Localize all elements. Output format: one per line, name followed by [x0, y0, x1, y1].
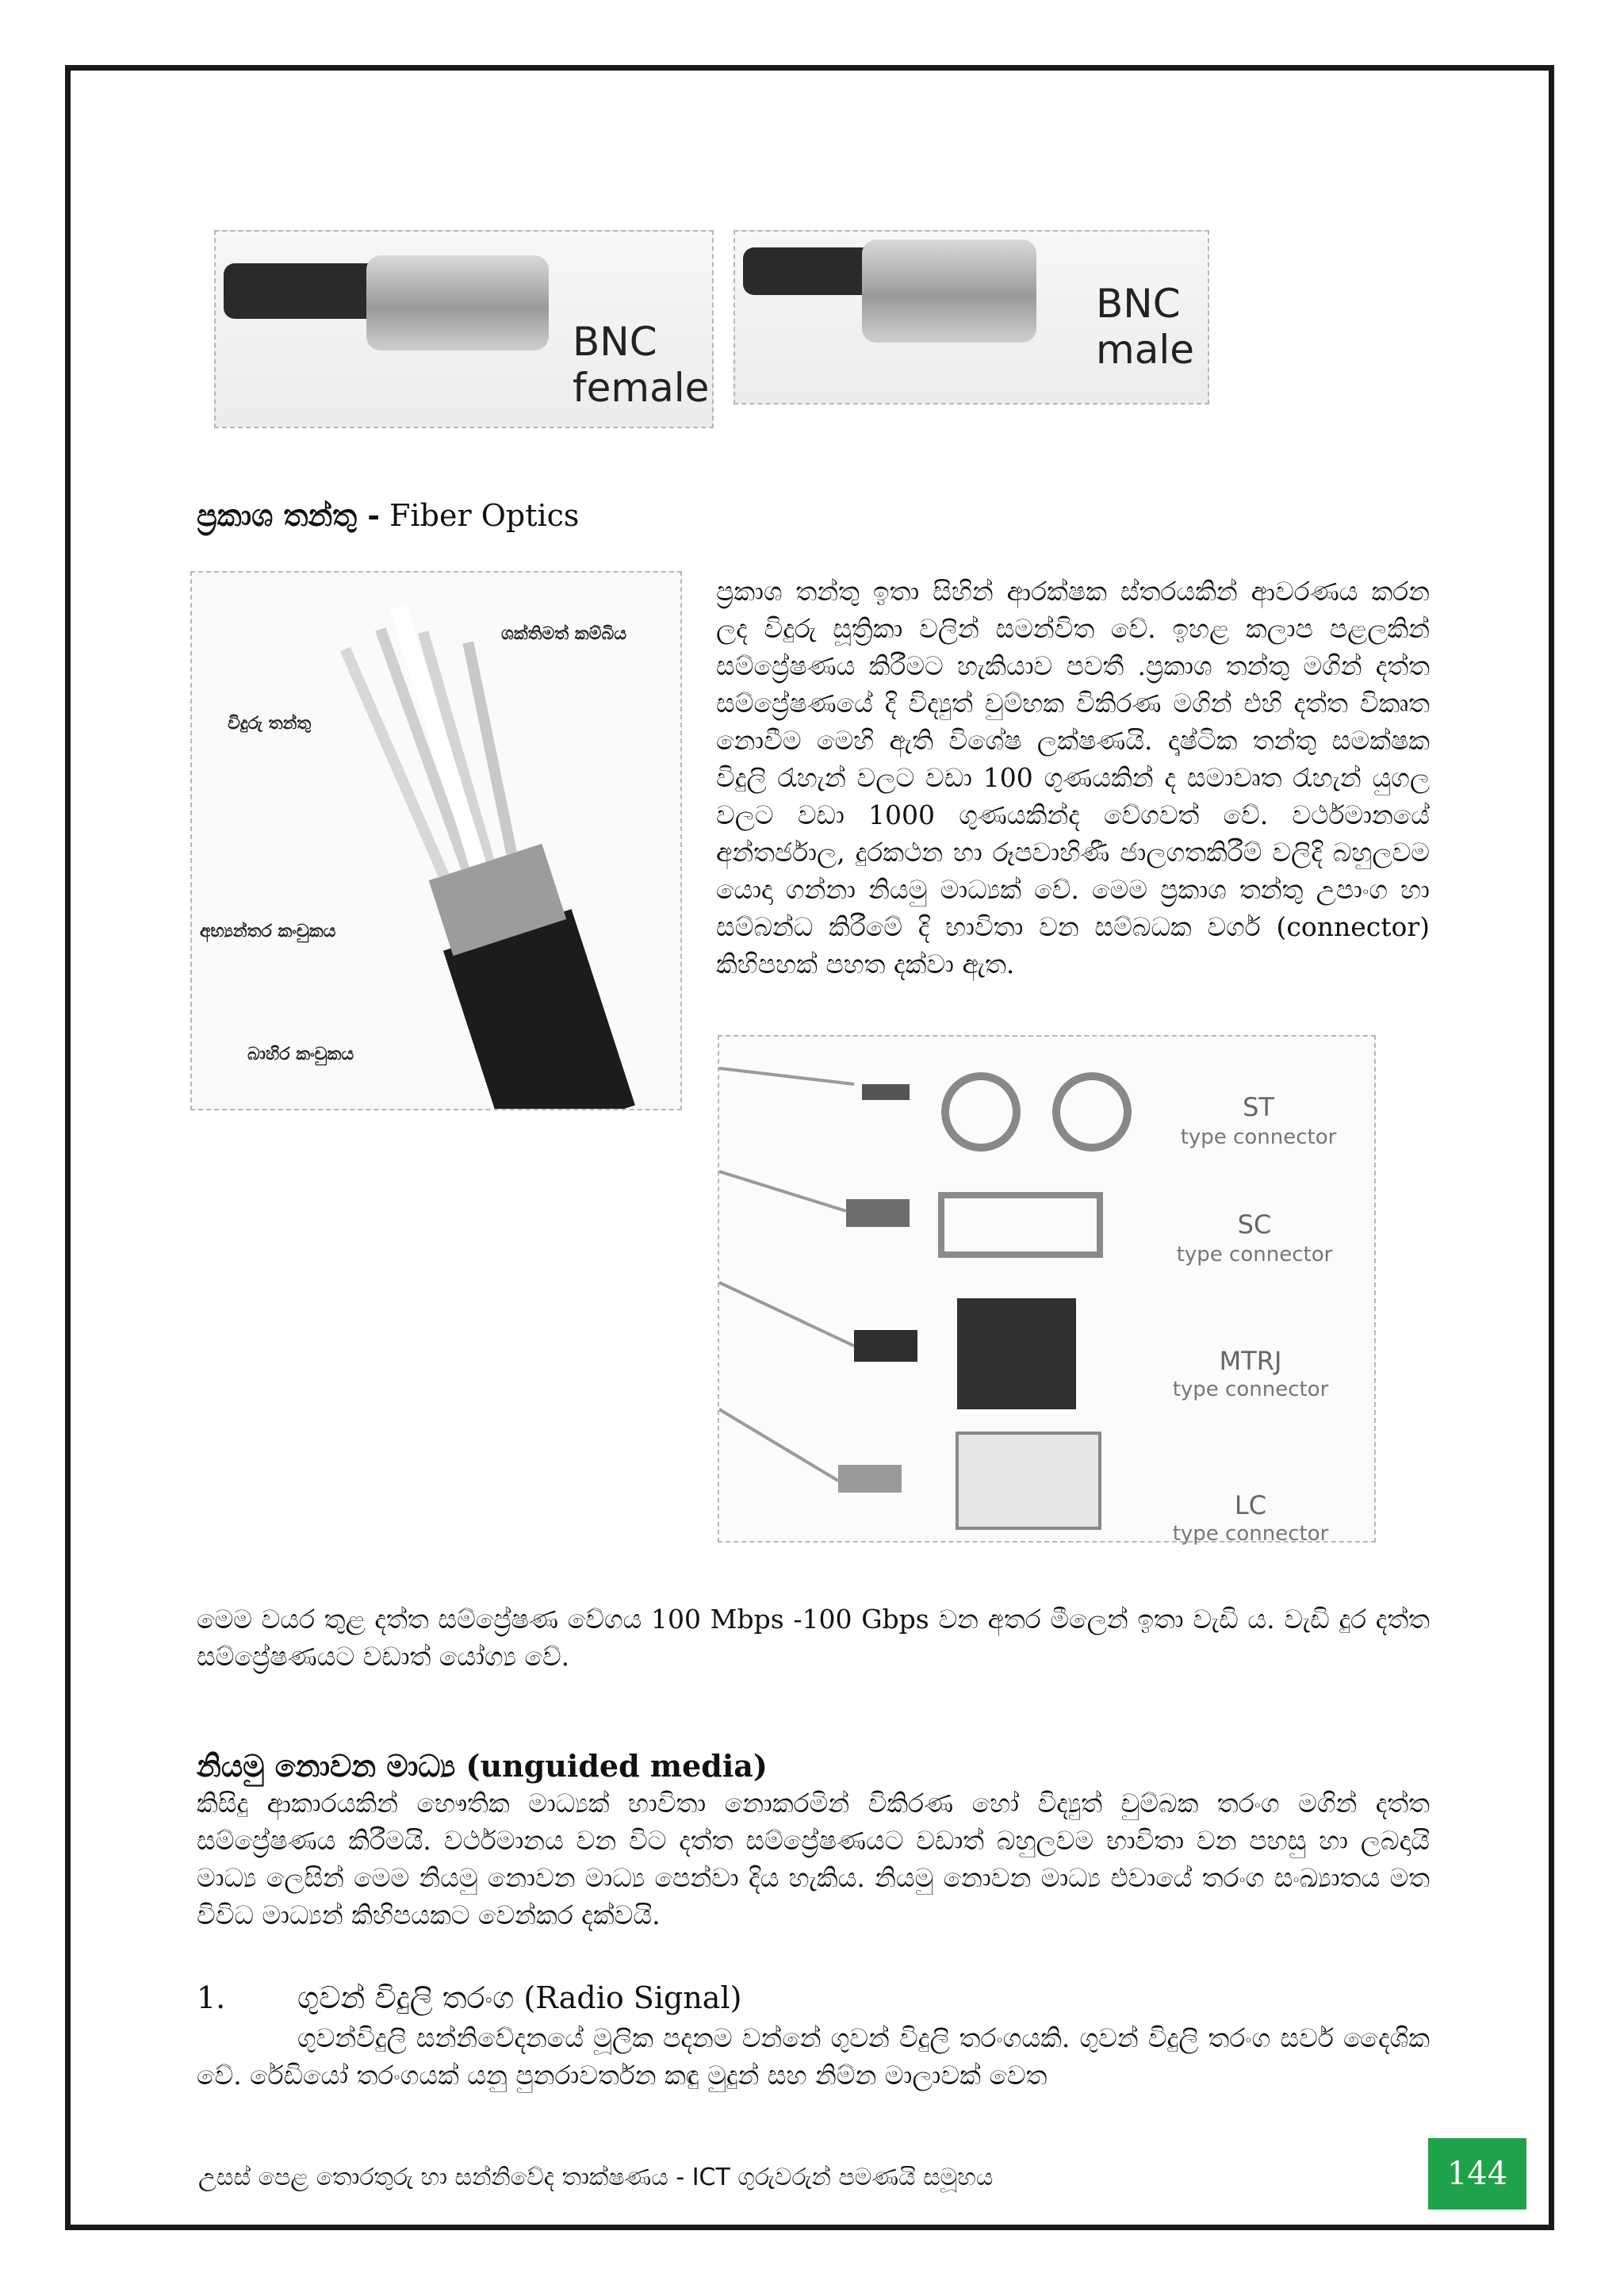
bnc-female-line2: female — [573, 365, 710, 411]
fiber-lead — [719, 1282, 854, 1346]
unguided-media-heading: නියමු නොවන මාධ්‍ය (unguided media) — [197, 1748, 768, 1784]
fiber-optics-heading — [197, 496, 579, 535]
fiber-speed-text: මෙම වයර තුළ දත්ත සම්ප්‍රේෂණ වේගය 100 Mbps -100 Gbps වන අතර මීලෙන් ඉතා වැඩි ය. වැඩි දුර දත්ත සම්ප්‍රේෂණයට වඩාත් යෝග්‍ය වේ. — [197, 1604, 1430, 1672]
sc-plug-shape — [846, 1199, 910, 1227]
bnc-female-image — [214, 230, 714, 428]
radio-signal-body: ගුවන්විදුලි සන්නිවේදනයේ මූලික පදනම වන්නේ ගුවන් විදුලි තරංගයකි. ගුවන් විදුලි තරංග සර්ව දෛශික වේ. රේඩියෝ තරංගයක් යනු පුනරාවර්තන කඳු මුදුන් සහ නිම්න මාලාවක් වෙත — [197, 2022, 1430, 2091]
lc-connector-shape — [957, 1433, 1100, 1528]
fiber-cable-drawing — [192, 573, 680, 1109]
sc-connector-shape — [941, 1195, 1100, 1255]
bnc-male-line2: male — [1096, 327, 1194, 373]
connectors-image — [718, 1035, 1376, 1546]
cable-label-strength-member: ශක්තිමත් කම්බිය — [501, 624, 627, 644]
connector-mtrj-name: MTRJ — [1219, 1346, 1282, 1376]
fiber-heading-sinhala: ප්‍රකාශ තන්තු - — [197, 497, 381, 533]
connector-st-type: type connector — [1180, 1125, 1337, 1149]
bnc-female-line1: BNC — [573, 319, 657, 365]
footer-text: උසස් පෙළ තොරතුරු හා සන්නිවේද තාක්ෂණය - ICT ගුරුවරුන් පමණයි සමූහය — [198, 2164, 994, 2191]
bnc-female-label — [573, 319, 709, 411]
connector-mtrj-type: type connector — [1172, 1378, 1329, 1401]
radio-signal-title: ගුවන් විදුලි තරංග (Radio Signal) — [297, 1980, 742, 2015]
bnc-male-image — [733, 230, 1209, 404]
st-connector-shape — [1056, 1076, 1128, 1148]
connector-st-name: ST — [1243, 1092, 1274, 1122]
bnc-male-label — [1096, 281, 1194, 373]
fiber-description: ප්‍රකාශ තන්තු ඉතා සිහින් ආරක්ෂක ස්තරයකින් ආවරණය කරන ලද විදුරු සූත්‍රිකා වලින් සමන්විත වේ. ඉහළ කලාප පළලකින් සම්ප්‍රේෂණය කිරීමට හැකියාව පවතී .ප්‍රකාශ තන්තු මගින් දත්ත සම්ප්‍රේෂණයේ දි විද්‍යුත් චුම්භක විකිරණ මගින් එහි දත්ත විකෘත නොවීම මෙහි ඇති විශේෂ ලක්ෂණයි. දෘෂ්ටික තන්තු සමක්ෂක විදුලි රැහැන් වලට වඩා 100 ගුණයකින් ද සමාවෘත රැහැන් යුගල වලට වඩා 1000 ගුණයකින්ද වේගවත් වේ. වර්ථමානයේ අන්තර්ජාල, දුරකථන හා රූපවාහිණී ජාලගතකිරීම් වලිදි බහුලවම යොදා ගන්නා නියමු මාධ්‍යක් වේ. මෙම ප්‍රකාශ තන්තු උපාංග හා සම්බන්ධ කිරීමේ දි භාවිතා වන සම්බධක වර්ග (connector) කිහිපහක් පහත දක්වා ඇත. — [716, 576, 1430, 979]
fiber-lead — [719, 1171, 846, 1211]
cable-label-glass-fiber: විදුරු තන්තු — [228, 714, 312, 734]
lc-plug-shape — [838, 1465, 902, 1493]
connector-sc-type: type connector — [1176, 1243, 1333, 1267]
unguided-media-body: කිසිදු ආකාරයකින් භෞතික මාධ්‍යක් භාවිතා නොකරමින් විකිරණ හෝ විද්‍යුත් චුම්බක තරංග මගින් දත්ත සම්ප්‍රේෂණය කිරීමයි. වර්ථමානය වන විට දත්ත සම්ප්‍රේෂණයට වඩාත් බහුලවම භාවිතා වන පහසු හා ලබදායි මාධ්‍ය ලෙසින් මෙම නියමු නොවන මාධ්‍ය පෙන්වා දිය හැකිය. නියමු නොවන මාධ්‍ය එවායේ තරංග සංඛ්‍යාතය මත විවිධ මාධ්‍යන් කිහිපයකට වෙන්කර දක්වයි. — [197, 1788, 1430, 1930]
fiber-cable-image — [190, 571, 682, 1110]
mtrj-connector-shape — [957, 1298, 1076, 1409]
mtrj-plug-shape — [854, 1330, 917, 1362]
page-number: 144 — [1428, 2138, 1526, 2210]
cable-label-outer-jacket: බාහිර කංචුකය — [247, 1045, 354, 1064]
fiber-lead — [719, 1409, 838, 1481]
radio-signal-number: 1. — [197, 1980, 226, 2015]
connector-lc-name: LC — [1234, 1490, 1267, 1520]
cable-label-inner-jacket: අභ්‍යන්තර කංචුකය — [200, 922, 336, 941]
st-plug-shape — [862, 1084, 910, 1100]
connector-sc-name: SC — [1237, 1209, 1272, 1240]
fiber-lead — [719, 1068, 854, 1084]
st-connector-shape — [945, 1076, 1017, 1148]
bnc-male-line1: BNC — [1096, 281, 1181, 327]
fiber-heading-english: Fiber Optics — [380, 498, 580, 533]
connector-lc-type: type connector — [1172, 1522, 1329, 1546]
